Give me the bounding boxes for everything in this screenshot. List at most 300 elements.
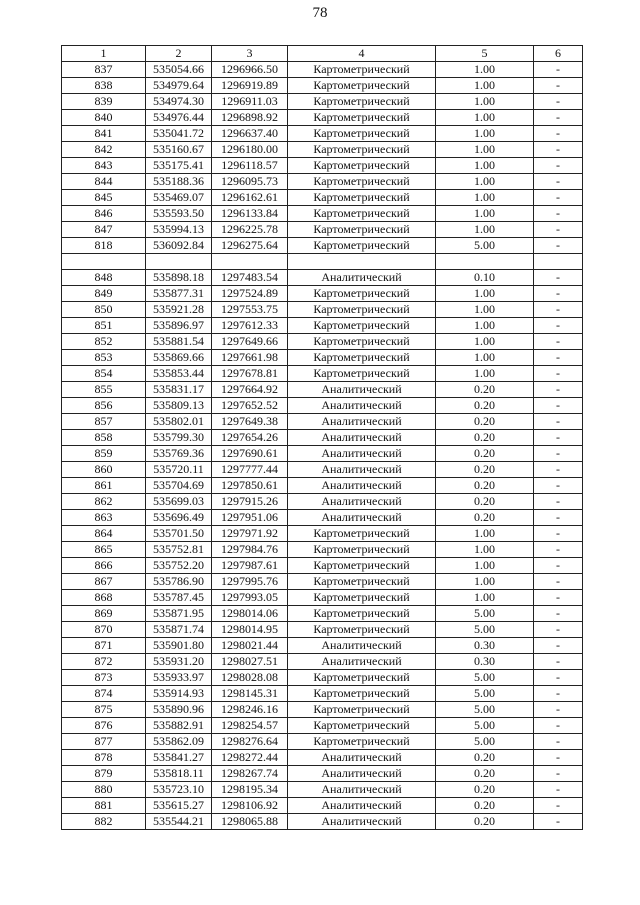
cell-y-coordinate: 1296966.50 bbox=[212, 62, 288, 78]
cell-y-coordinate: 1296637.40 bbox=[212, 126, 288, 142]
cell-y-coordinate: 1296118.57 bbox=[212, 158, 288, 174]
cell-method: Картометрический bbox=[288, 222, 436, 238]
table-row bbox=[62, 606, 583, 622]
cell-note: - bbox=[534, 94, 583, 110]
cell-note: - bbox=[534, 622, 583, 638]
cell-x-coordinate: 535914.93 bbox=[146, 686, 212, 702]
page-number: 78 bbox=[312, 5, 328, 21]
cell-y-coordinate: 1298065.88 bbox=[212, 814, 288, 830]
cell-accuracy: 1.00 bbox=[436, 110, 534, 126]
cell-note: - bbox=[534, 238, 583, 254]
cell-point-number: 868 bbox=[62, 590, 146, 606]
cell-point-number: 846 bbox=[62, 206, 146, 222]
cell-note: - bbox=[534, 638, 583, 654]
cell-point-number: 818 bbox=[62, 238, 146, 254]
cell-point-number: 869 bbox=[62, 606, 146, 622]
cell-point-number: 881 bbox=[62, 798, 146, 814]
table-row bbox=[62, 318, 583, 334]
cell-note: - bbox=[534, 718, 583, 734]
table-row bbox=[62, 766, 583, 782]
cell-y-coordinate: 1297652.52 bbox=[212, 398, 288, 414]
cell-note: - bbox=[534, 430, 583, 446]
cell-method: Аналитический bbox=[288, 414, 436, 430]
cell-x-coordinate: 535881.54 bbox=[146, 334, 212, 350]
cell-method: Аналитический bbox=[288, 750, 436, 766]
table-row bbox=[62, 142, 583, 158]
cell-method: Картометрический bbox=[288, 158, 436, 174]
cell-x-coordinate: 534974.30 bbox=[146, 94, 212, 110]
cell-method: Аналитический bbox=[288, 510, 436, 526]
cell-point-number: 874 bbox=[62, 686, 146, 702]
cell-note: - bbox=[534, 398, 583, 414]
cell-method: Аналитический bbox=[288, 798, 436, 814]
cell-method: Картометрический bbox=[288, 366, 436, 382]
cell-x-coordinate: 535699.03 bbox=[146, 494, 212, 510]
cell-x-coordinate: 535901.80 bbox=[146, 638, 212, 654]
cell-note: - bbox=[534, 462, 583, 478]
cell-x-coordinate: 535175.41 bbox=[146, 158, 212, 174]
cell-accuracy: 0.20 bbox=[436, 494, 534, 510]
cell-accuracy: 5.00 bbox=[436, 734, 534, 750]
cell-point-number: 873 bbox=[62, 670, 146, 686]
cell-method: Аналитический bbox=[288, 446, 436, 462]
cell-method: Картометрический bbox=[288, 542, 436, 558]
cell-point-number: 853 bbox=[62, 350, 146, 366]
cell-x-coordinate: 535871.74 bbox=[146, 622, 212, 638]
table-row bbox=[62, 382, 583, 398]
cell-accuracy: 1.00 bbox=[436, 286, 534, 302]
cell-x-coordinate: 535809.13 bbox=[146, 398, 212, 414]
cell-point-number: 876 bbox=[62, 718, 146, 734]
cell-x-coordinate: 535853.44 bbox=[146, 366, 212, 382]
cell-point-number: 882 bbox=[62, 814, 146, 830]
table-row bbox=[62, 350, 583, 366]
table-row bbox=[62, 78, 583, 94]
cell-x-coordinate: 535841.27 bbox=[146, 750, 212, 766]
cell-point-number: 854 bbox=[62, 366, 146, 382]
cell-y-coordinate: 1298267.74 bbox=[212, 766, 288, 782]
cell-method: Картометрический bbox=[288, 62, 436, 78]
cell-x-coordinate: 535704.69 bbox=[146, 478, 212, 494]
cell-method: Аналитический bbox=[288, 430, 436, 446]
cell-method: Аналитический bbox=[288, 478, 436, 494]
cell-note: - bbox=[534, 286, 583, 302]
cell-point-number: 862 bbox=[62, 494, 146, 510]
cell-note: - bbox=[534, 798, 583, 814]
cell-point-number: 839 bbox=[62, 94, 146, 110]
cell-y-coordinate: 1296180.00 bbox=[212, 142, 288, 158]
cell-method: Аналитический bbox=[288, 382, 436, 398]
cell-accuracy: 1.00 bbox=[436, 558, 534, 574]
cell-note: - bbox=[534, 142, 583, 158]
cell-method: Картометрический bbox=[288, 318, 436, 334]
cell-accuracy: 0.30 bbox=[436, 654, 534, 670]
cell-accuracy: 0.20 bbox=[436, 382, 534, 398]
cell-note: - bbox=[534, 78, 583, 94]
cell-x-coordinate: 535862.09 bbox=[146, 734, 212, 750]
cell-point-number: 848 bbox=[62, 270, 146, 286]
cell-accuracy: 1.00 bbox=[436, 78, 534, 94]
cell-x-coordinate: 535720.11 bbox=[146, 462, 212, 478]
table-row bbox=[62, 270, 583, 286]
cell-y-coordinate: 1296911.03 bbox=[212, 94, 288, 110]
cell-x-coordinate: 535882.91 bbox=[146, 718, 212, 734]
cell-point-number: 864 bbox=[62, 526, 146, 542]
cell-method: Картометрический bbox=[288, 110, 436, 126]
cell-accuracy: 1.00 bbox=[436, 206, 534, 222]
cell-x-coordinate: 535818.11 bbox=[146, 766, 212, 782]
cell-method: Аналитический bbox=[288, 398, 436, 414]
table-row bbox=[62, 110, 583, 126]
cell-y-coordinate: 1298014.95 bbox=[212, 622, 288, 638]
cell-note: - bbox=[534, 158, 583, 174]
cell-accuracy: 1.00 bbox=[436, 334, 534, 350]
cell-method: Картометрический bbox=[288, 126, 436, 142]
cell-point-number: 858 bbox=[62, 430, 146, 446]
table-row bbox=[62, 462, 583, 478]
cell-point-number: 871 bbox=[62, 638, 146, 654]
cell-point-number: 838 bbox=[62, 78, 146, 94]
cell-method: Картометрический bbox=[288, 206, 436, 222]
cell-accuracy: 1.00 bbox=[436, 222, 534, 238]
cell-point-number: 837 bbox=[62, 62, 146, 78]
cell-point-number: 877 bbox=[62, 734, 146, 750]
cell-method: Картометрический bbox=[288, 590, 436, 606]
table-row bbox=[62, 558, 583, 574]
cell-accuracy: 1.00 bbox=[436, 190, 534, 206]
cell-y-coordinate: 1296919.89 bbox=[212, 78, 288, 94]
cell-y-coordinate: 1297690.61 bbox=[212, 446, 288, 462]
column-header-6: 6 bbox=[534, 46, 583, 62]
cell-note: - bbox=[534, 558, 583, 574]
cell-y-coordinate: 1297612.33 bbox=[212, 318, 288, 334]
cell-note: - bbox=[534, 590, 583, 606]
cell-point-number: 855 bbox=[62, 382, 146, 398]
cell-note: - bbox=[534, 670, 583, 686]
cell-note: - bbox=[534, 702, 583, 718]
cell-x-coordinate: 535890.96 bbox=[146, 702, 212, 718]
cell-accuracy: 1.00 bbox=[436, 158, 534, 174]
cell-method: Аналитический bbox=[288, 814, 436, 830]
cell-point-number: 866 bbox=[62, 558, 146, 574]
table-row bbox=[62, 526, 583, 542]
cell-y-coordinate: 1297777.44 bbox=[212, 462, 288, 478]
cell-x-coordinate bbox=[146, 254, 212, 270]
cell-method: Картометрический bbox=[288, 302, 436, 318]
cell-note: - bbox=[534, 174, 583, 190]
cell-note: - bbox=[534, 366, 583, 382]
cell-x-coordinate: 535701.50 bbox=[146, 526, 212, 542]
cell-point-number: 875 bbox=[62, 702, 146, 718]
cell-method: Картометрический bbox=[288, 174, 436, 190]
table-row bbox=[62, 126, 583, 142]
cell-accuracy: 1.00 bbox=[436, 350, 534, 366]
cell-method: Аналитический bbox=[288, 654, 436, 670]
cell-y-coordinate: 1297915.26 bbox=[212, 494, 288, 510]
cell-y-coordinate: 1297850.61 bbox=[212, 478, 288, 494]
cell-note: - bbox=[534, 766, 583, 782]
cell-point-number: 861 bbox=[62, 478, 146, 494]
cell-accuracy: 5.00 bbox=[436, 702, 534, 718]
cell-method: Аналитический bbox=[288, 462, 436, 478]
cell-method: Картометрический bbox=[288, 670, 436, 686]
cell-y-coordinate: 1298014.06 bbox=[212, 606, 288, 622]
table-row bbox=[62, 94, 583, 110]
cell-y-coordinate: 1298254.57 bbox=[212, 718, 288, 734]
cell-x-coordinate: 536092.84 bbox=[146, 238, 212, 254]
cell-accuracy: 1.00 bbox=[436, 526, 534, 542]
cell-x-coordinate: 535054.66 bbox=[146, 62, 212, 78]
cell-accuracy: 5.00 bbox=[436, 622, 534, 638]
cell-x-coordinate: 535041.72 bbox=[146, 126, 212, 142]
cell-accuracy: 0.20 bbox=[436, 798, 534, 814]
cell-y-coordinate: 1297993.05 bbox=[212, 590, 288, 606]
table-row bbox=[62, 670, 583, 686]
table-row bbox=[62, 414, 583, 430]
cell-accuracy: 5.00 bbox=[436, 670, 534, 686]
cell-method: Картометрический bbox=[288, 94, 436, 110]
cell-method: Картометрический bbox=[288, 286, 436, 302]
cell-point-number: 860 bbox=[62, 462, 146, 478]
cell-x-coordinate: 535831.17 bbox=[146, 382, 212, 398]
table-row bbox=[62, 638, 583, 654]
cell-accuracy: 0.20 bbox=[436, 782, 534, 798]
cell-method: Картометрический bbox=[288, 190, 436, 206]
cell-accuracy: 0.20 bbox=[436, 814, 534, 830]
cell-accuracy: 5.00 bbox=[436, 238, 534, 254]
cell-method: Картометрический bbox=[288, 558, 436, 574]
cell-point-number: 878 bbox=[62, 750, 146, 766]
cell-x-coordinate: 535787.45 bbox=[146, 590, 212, 606]
cell-accuracy: 1.00 bbox=[436, 542, 534, 558]
cell-x-coordinate: 535921.28 bbox=[146, 302, 212, 318]
cell-method: Картометрический bbox=[288, 718, 436, 734]
cell-note: - bbox=[534, 782, 583, 798]
cell-method: Картометрический bbox=[288, 606, 436, 622]
cell-note: - bbox=[534, 62, 583, 78]
cell-accuracy bbox=[436, 254, 534, 270]
cell-point-number: 872 bbox=[62, 654, 146, 670]
cell-accuracy: 0.20 bbox=[436, 414, 534, 430]
cell-note: - bbox=[534, 190, 583, 206]
table-row bbox=[62, 654, 583, 670]
cell-point-number: 867 bbox=[62, 574, 146, 590]
cell-method: Аналитический bbox=[288, 270, 436, 286]
coordinates-table bbox=[61, 45, 583, 830]
column-header-5: 5 bbox=[436, 46, 534, 62]
cell-point-number: 863 bbox=[62, 510, 146, 526]
cell-point-number: 865 bbox=[62, 542, 146, 558]
cell-note: - bbox=[534, 686, 583, 702]
cell-note: - bbox=[534, 446, 583, 462]
cell-point-number: 870 bbox=[62, 622, 146, 638]
cell-y-coordinate: 1297524.89 bbox=[212, 286, 288, 302]
table-row bbox=[62, 734, 583, 750]
cell-method: Картометрический bbox=[288, 622, 436, 638]
table-row bbox=[62, 814, 583, 830]
cell-y-coordinate: 1298027.51 bbox=[212, 654, 288, 670]
cell-y-coordinate: 1297649.66 bbox=[212, 334, 288, 350]
cell-y-coordinate: 1297951.06 bbox=[212, 510, 288, 526]
cell-y-coordinate: 1297483.54 bbox=[212, 270, 288, 286]
cell-note: - bbox=[534, 542, 583, 558]
table-row bbox=[62, 238, 583, 254]
cell-x-coordinate: 535898.18 bbox=[146, 270, 212, 286]
cell-accuracy: 0.20 bbox=[436, 478, 534, 494]
cell-method: Картометрический bbox=[288, 526, 436, 542]
cell-y-coordinate: 1297661.98 bbox=[212, 350, 288, 366]
cell-y-coordinate: 1297984.76 bbox=[212, 542, 288, 558]
cell-note: - bbox=[534, 350, 583, 366]
column-header-2: 2 bbox=[146, 46, 212, 62]
cell-note: - bbox=[534, 302, 583, 318]
cell-accuracy: 0.20 bbox=[436, 510, 534, 526]
cell-x-coordinate: 535752.81 bbox=[146, 542, 212, 558]
table-header-row bbox=[62, 46, 583, 62]
cell-method: Картометрический bbox=[288, 574, 436, 590]
cell-point-number: 880 bbox=[62, 782, 146, 798]
cell-note: - bbox=[534, 382, 583, 398]
cell-method: Аналитический bbox=[288, 638, 436, 654]
table-row bbox=[62, 686, 583, 702]
cell-method: Аналитический bbox=[288, 782, 436, 798]
cell-point-number: 856 bbox=[62, 398, 146, 414]
cell-y-coordinate: 1298021.44 bbox=[212, 638, 288, 654]
cell-note: - bbox=[534, 206, 583, 222]
cell-y-coordinate: 1297678.81 bbox=[212, 366, 288, 382]
table-row bbox=[62, 222, 583, 238]
cell-x-coordinate: 535802.01 bbox=[146, 414, 212, 430]
cell-y-coordinate: 1298028.08 bbox=[212, 670, 288, 686]
cell-note: - bbox=[534, 654, 583, 670]
cell-note: - bbox=[534, 318, 583, 334]
table-row bbox=[62, 478, 583, 494]
cell-note: - bbox=[534, 126, 583, 142]
cell-accuracy: 5.00 bbox=[436, 606, 534, 622]
cell-point-number: 840 bbox=[62, 110, 146, 126]
table-row bbox=[62, 190, 583, 206]
cell-point-number: 842 bbox=[62, 142, 146, 158]
cell-method: Картометрический bbox=[288, 686, 436, 702]
cell-note: - bbox=[534, 110, 583, 126]
cell-y-coordinate: 1298246.16 bbox=[212, 702, 288, 718]
cell-point-number: 851 bbox=[62, 318, 146, 334]
cell-point-number: 847 bbox=[62, 222, 146, 238]
table-row bbox=[62, 494, 583, 510]
cell-method bbox=[288, 254, 436, 270]
table-row bbox=[62, 158, 583, 174]
cell-point-number: 849 bbox=[62, 286, 146, 302]
table-row bbox=[62, 302, 583, 318]
cell-y-coordinate: 1298145.31 bbox=[212, 686, 288, 702]
cell-method: Картометрический bbox=[288, 142, 436, 158]
cell-y-coordinate: 1297553.75 bbox=[212, 302, 288, 318]
cell-x-coordinate: 535896.97 bbox=[146, 318, 212, 334]
cell-note: - bbox=[534, 574, 583, 590]
cell-x-coordinate: 534976.44 bbox=[146, 110, 212, 126]
cell-y-coordinate: 1297654.26 bbox=[212, 430, 288, 446]
table-row bbox=[62, 590, 583, 606]
cell-note: - bbox=[534, 750, 583, 766]
table-row bbox=[62, 622, 583, 638]
cell-note: - bbox=[534, 414, 583, 430]
cell-accuracy: 5.00 bbox=[436, 686, 534, 702]
cell-note: - bbox=[534, 606, 583, 622]
cell-x-coordinate: 535769.36 bbox=[146, 446, 212, 462]
cell-note: - bbox=[534, 814, 583, 830]
cell-y-coordinate: 1297995.76 bbox=[212, 574, 288, 590]
cell-x-coordinate: 535615.27 bbox=[146, 798, 212, 814]
cell-note: - bbox=[534, 526, 583, 542]
table-row bbox=[62, 366, 583, 382]
table-row bbox=[62, 254, 583, 270]
table-row bbox=[62, 62, 583, 78]
cell-point-number: 844 bbox=[62, 174, 146, 190]
table-row bbox=[62, 430, 583, 446]
cell-x-coordinate: 535696.49 bbox=[146, 510, 212, 526]
cell-y-coordinate: 1297971.92 bbox=[212, 526, 288, 542]
table-row bbox=[62, 174, 583, 190]
table-row bbox=[62, 542, 583, 558]
cell-point-number: 852 bbox=[62, 334, 146, 350]
column-header-4: 4 bbox=[288, 46, 436, 62]
cell-accuracy: 0.20 bbox=[436, 766, 534, 782]
cell-y-coordinate: 1296275.64 bbox=[212, 238, 288, 254]
cell-x-coordinate: 535933.97 bbox=[146, 670, 212, 686]
cell-method: Аналитический bbox=[288, 494, 436, 510]
table-row bbox=[62, 702, 583, 718]
cell-y-coordinate: 1296162.61 bbox=[212, 190, 288, 206]
cell-y-coordinate: 1298272.44 bbox=[212, 750, 288, 766]
cell-x-coordinate: 535869.66 bbox=[146, 350, 212, 366]
cell-x-coordinate: 535752.20 bbox=[146, 558, 212, 574]
cell-method: Картометрический bbox=[288, 78, 436, 94]
cell-y-coordinate: 1298276.64 bbox=[212, 734, 288, 750]
cell-x-coordinate: 535799.30 bbox=[146, 430, 212, 446]
cell-x-coordinate: 535723.10 bbox=[146, 782, 212, 798]
cell-y-coordinate: 1297987.61 bbox=[212, 558, 288, 574]
table-body bbox=[62, 46, 583, 830]
cell-accuracy: 0.20 bbox=[436, 446, 534, 462]
cell-note: - bbox=[534, 270, 583, 286]
table-row bbox=[62, 718, 583, 734]
cell-y-coordinate: 1296133.84 bbox=[212, 206, 288, 222]
cell-y-coordinate: 1296095.73 bbox=[212, 174, 288, 190]
table-row bbox=[62, 446, 583, 462]
cell-accuracy: 1.00 bbox=[436, 318, 534, 334]
cell-y-coordinate: 1296225.78 bbox=[212, 222, 288, 238]
table-row bbox=[62, 510, 583, 526]
cell-note: - bbox=[534, 222, 583, 238]
cell-note: - bbox=[534, 334, 583, 350]
cell-accuracy: 1.00 bbox=[436, 126, 534, 142]
table-row bbox=[62, 574, 583, 590]
cell-method: Картометрический bbox=[288, 702, 436, 718]
cell-x-coordinate: 535160.67 bbox=[146, 142, 212, 158]
cell-method: Картометрический bbox=[288, 734, 436, 750]
cell-accuracy: 0.20 bbox=[436, 750, 534, 766]
cell-point-number: 841 bbox=[62, 126, 146, 142]
cell-x-coordinate: 535544.21 bbox=[146, 814, 212, 830]
cell-note: - bbox=[534, 734, 583, 750]
cell-note: - bbox=[534, 494, 583, 510]
cell-y-coordinate bbox=[212, 254, 288, 270]
cell-y-coordinate: 1297664.92 bbox=[212, 382, 288, 398]
cell-accuracy: 0.30 bbox=[436, 638, 534, 654]
cell-method: Картометрический bbox=[288, 350, 436, 366]
cell-accuracy: 1.00 bbox=[436, 62, 534, 78]
cell-point-number: 857 bbox=[62, 414, 146, 430]
